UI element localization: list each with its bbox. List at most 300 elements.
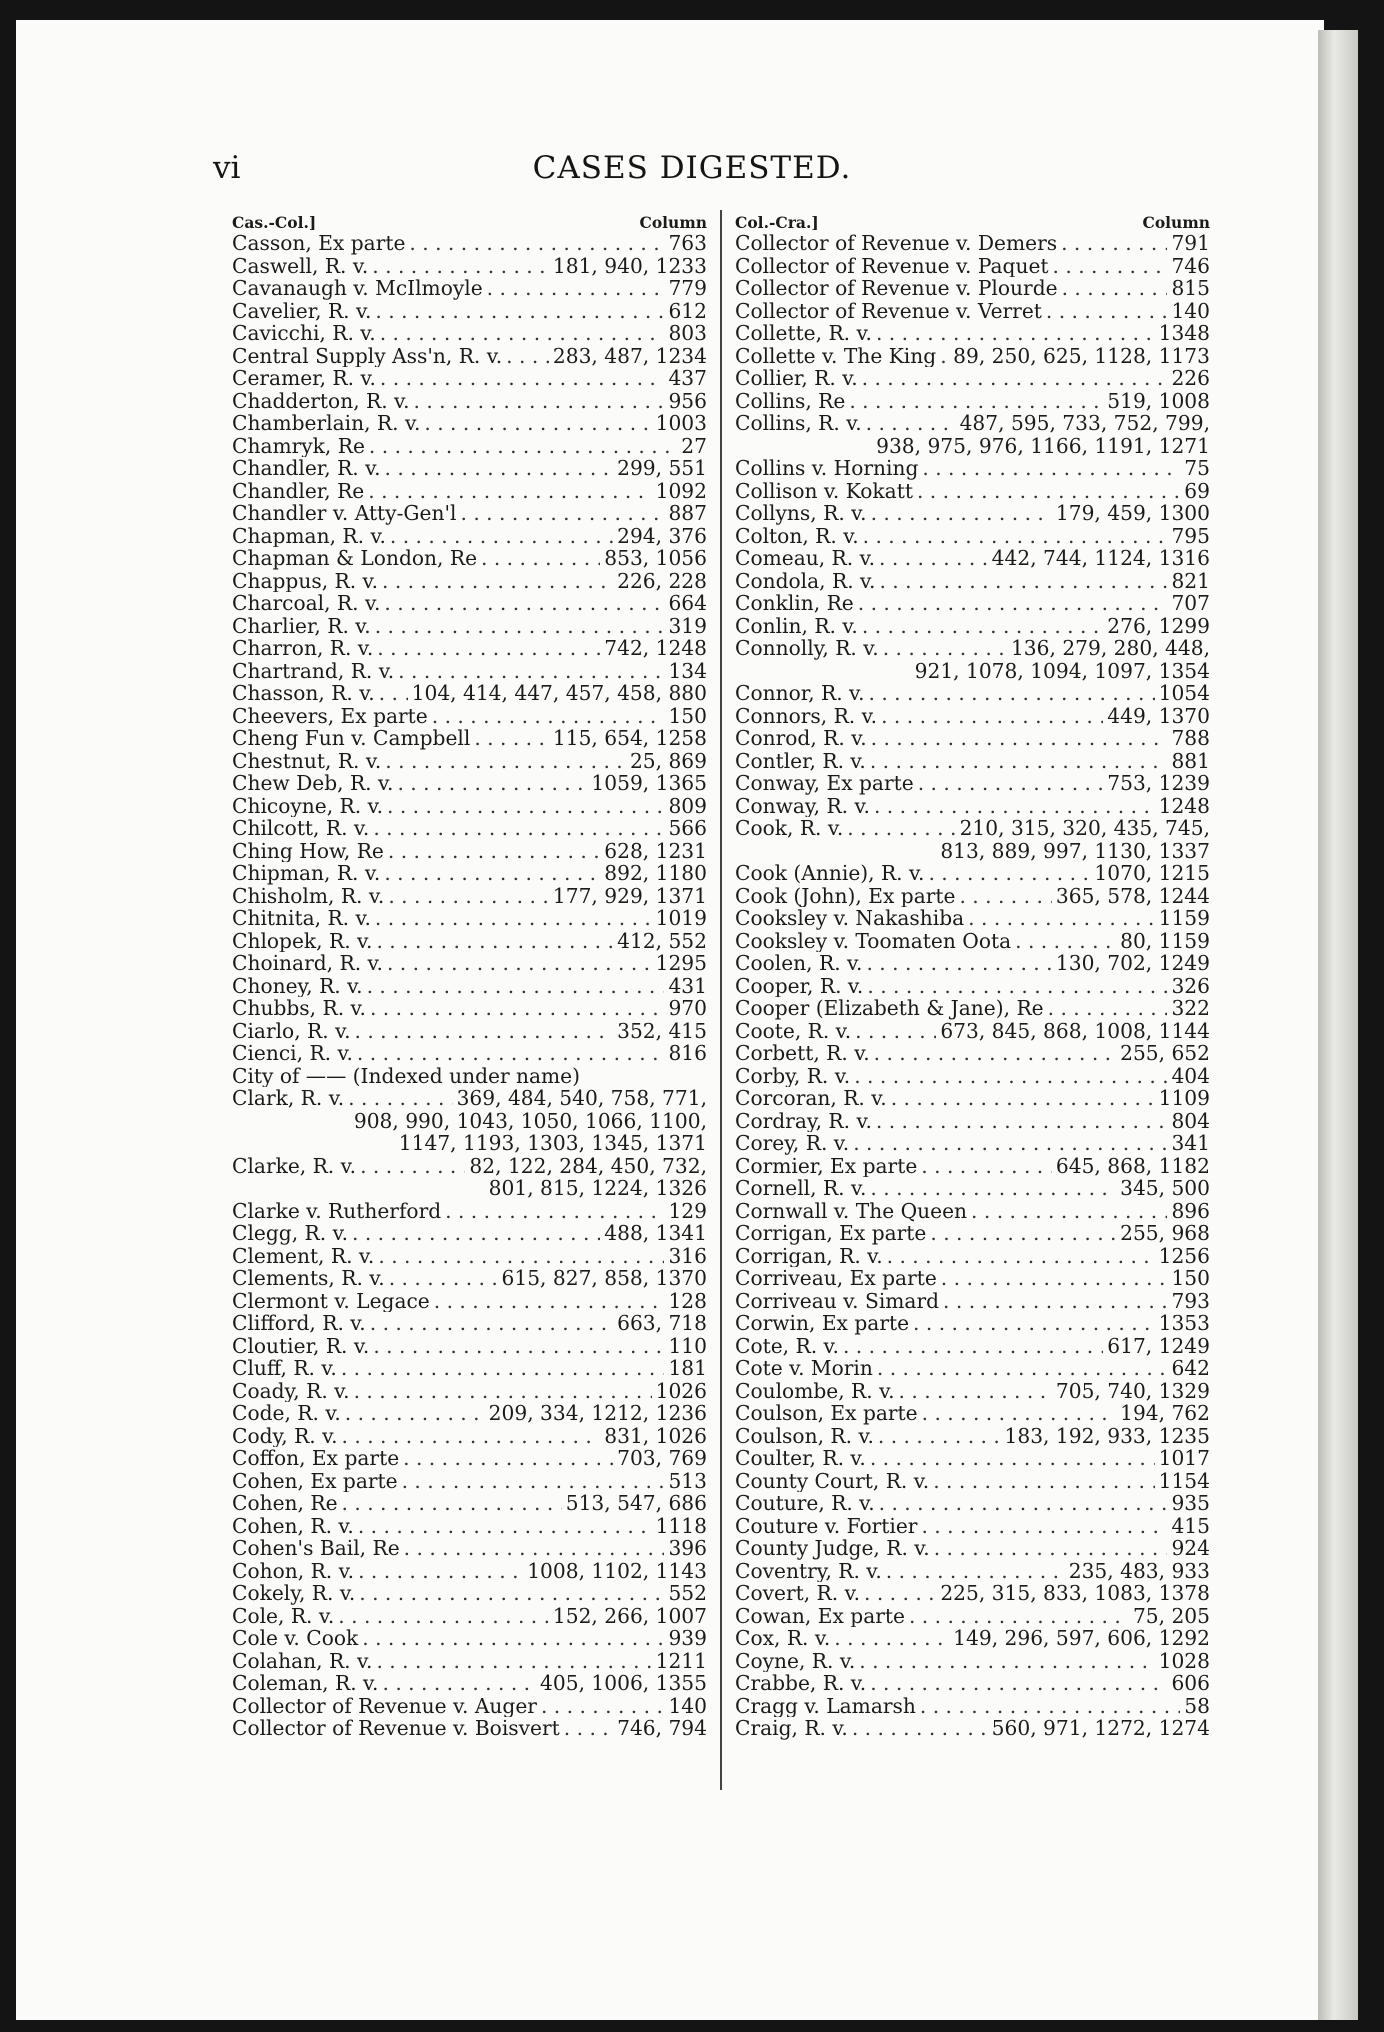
index-entry: [735, 1470, 1210, 1493]
column-references: 316: [668, 1244, 707, 1267]
column-references: 791: [1171, 232, 1210, 255]
dot-leader: [868, 682, 1154, 705]
dot-leader: [373, 1335, 664, 1358]
column-references: 1118: [655, 1514, 707, 1537]
case-name: County Judge, R. v.: [735, 1537, 930, 1560]
index-entry: [735, 682, 1210, 705]
dot-leader: [359, 1582, 664, 1605]
column-references: 615, 827, 858, 1370: [501, 1267, 707, 1290]
column-references: 924: [1171, 1537, 1210, 1560]
column-references: 294, 376: [617, 524, 707, 547]
dot-leader: [389, 1267, 498, 1290]
case-name: Cook (Annie), R. v.: [735, 862, 925, 885]
case-name: Cote, R. v.: [735, 1334, 839, 1357]
column-references: 664: [668, 592, 707, 615]
column-references: 326: [1171, 974, 1210, 997]
case-name: Coolen, R. v.: [735, 952, 863, 975]
dot-leader: [373, 817, 664, 840]
case-name: Cole v. Cook: [232, 1627, 359, 1650]
index-entry: [232, 592, 707, 615]
column-references: 939: [668, 1627, 707, 1650]
case-name: Chandler, Re: [232, 479, 365, 502]
case-name: Corrigan, R. v.: [735, 1244, 883, 1267]
index-entry: [735, 660, 1210, 683]
column-references: 1248: [1158, 794, 1210, 817]
index-entry: [232, 952, 707, 975]
dot-leader: [409, 232, 664, 255]
column-references: 705, 740, 1329: [1055, 1379, 1210, 1402]
column-references: 938, 975, 976, 1166, 1191, 1271: [876, 434, 1210, 457]
index-entry: [735, 1380, 1210, 1403]
case-name: Cohen, Re: [232, 1492, 338, 1515]
index-entry: [735, 502, 1210, 525]
case-name: Chubbs, R. v.: [232, 997, 366, 1020]
case-name: Cook (John), Ex parte: [735, 884, 956, 907]
dot-leader: [369, 435, 677, 458]
case-name: Cheevers, Ex parte: [232, 704, 428, 727]
column-references: 25, 869: [629, 749, 707, 772]
dot-leader: [358, 1515, 652, 1538]
index-entry: [735, 1447, 1210, 1470]
column-references: 612: [668, 299, 707, 322]
case-name: Code, R. v.: [232, 1402, 341, 1425]
index-entry: [735, 930, 1210, 953]
index-entry: [232, 480, 707, 503]
index-entry: [735, 345, 1210, 368]
case-name: Chitnita, R. v.: [232, 907, 371, 930]
column-references: 1109: [1158, 1087, 1210, 1110]
column-references: 560, 971, 1272, 1274: [991, 1717, 1210, 1740]
dot-leader: [866, 952, 1051, 975]
dot-leader: [404, 1537, 665, 1560]
left-range-label: Cas.-Col.]: [232, 213, 317, 232]
column-references: 908, 990, 1043, 1050, 1066, 1100,: [353, 1109, 707, 1132]
index-entry: [232, 1222, 707, 1245]
column-references: 365, 578, 1244: [1055, 884, 1210, 907]
dot-leader: [382, 570, 613, 593]
case-name: Connolly, R. v.: [735, 637, 879, 660]
dot-leader: [370, 1312, 613, 1335]
index-entry: [735, 1110, 1210, 1133]
case-name: Chandler, R. v.: [232, 457, 381, 480]
index-entry: [232, 390, 707, 413]
column-references: 779: [668, 277, 707, 300]
dot-leader: [377, 637, 600, 660]
dot-leader: [384, 592, 664, 615]
column-references: 130, 702, 1249: [1055, 952, 1210, 975]
index-entry: [735, 997, 1210, 1020]
column-references: 887: [668, 502, 707, 525]
dot-leader: [968, 907, 1154, 930]
index-entry: [232, 1177, 707, 1200]
column-references: 1059, 1365: [591, 772, 707, 795]
column-references: 181: [668, 1357, 707, 1380]
column-references: 753, 1239: [1107, 772, 1210, 795]
dot-leader: [849, 390, 1103, 413]
column-references: 181, 940, 1233: [552, 254, 707, 277]
column-references: 194, 762: [1120, 1402, 1210, 1425]
case-name: Conway, R. v.: [735, 794, 870, 817]
case-name: Chestnut, R. v.: [232, 749, 382, 772]
case-name: Cavanaugh v. McIlmoyle: [232, 277, 483, 300]
dot-leader: [867, 975, 1167, 998]
column-references: 431: [668, 974, 707, 997]
column-references: 552: [668, 1582, 707, 1605]
case-name: Coady, R. v.: [232, 1379, 350, 1402]
case-name: Cooper (Elizabeth & Jane), Re: [735, 997, 1044, 1020]
case-name: Collins v. Horning: [735, 457, 919, 480]
dot-leader: [921, 1155, 1052, 1178]
dot-leader: [1015, 930, 1116, 953]
dot-leader: [943, 1290, 1167, 1313]
index-entry: [735, 1290, 1210, 1313]
index-entry: [232, 1357, 707, 1380]
case-name: Cordray, R. v.: [735, 1109, 872, 1132]
column-references: 617, 1249: [1107, 1334, 1210, 1357]
column-references: 283, 487, 1234: [552, 344, 707, 367]
case-name: Cowan, Ex parte: [735, 1604, 905, 1627]
column-references: 1070, 1215: [1094, 862, 1210, 885]
index-entry: [735, 1402, 1210, 1425]
case-name: Cluff, R. v.: [232, 1357, 337, 1380]
case-name: Chlopek, R. v.: [232, 929, 373, 952]
case-name: Couture, R. v.: [735, 1492, 875, 1515]
index-entry: [735, 1672, 1210, 1695]
dot-leader: [834, 1627, 949, 1650]
left-entries: [232, 232, 707, 1740]
index-entry: [735, 480, 1210, 503]
column-references: 152, 266, 1007: [552, 1604, 707, 1627]
index-entry: [735, 457, 1210, 480]
dot-leader: [434, 1290, 665, 1313]
case-name: Contler, R. v.: [735, 749, 866, 772]
case-name: Cragg v. Lamarsh: [735, 1694, 916, 1717]
index-entry: [735, 817, 1210, 840]
column-divider: [720, 210, 722, 1790]
case-name: Connor, R. v.: [735, 682, 865, 705]
index-entry: [232, 1695, 707, 1718]
index-entry: [232, 907, 707, 930]
page-folio: vi: [213, 150, 241, 186]
column-references: 746: [1171, 254, 1210, 277]
index-entry: [735, 1650, 1210, 1673]
case-name: Connors, R. v.: [735, 704, 878, 727]
case-name: Conway, Ex parte: [735, 772, 914, 795]
column-references: 449, 1370: [1107, 704, 1210, 727]
column-references: 75, 205: [1132, 1604, 1210, 1627]
dot-leader: [376, 930, 613, 953]
dot-leader: [940, 345, 949, 368]
case-name: Chasson, R. v.: [232, 682, 375, 705]
dot-leader: [933, 1470, 1154, 1493]
dot-leader: [402, 1470, 665, 1493]
column-references: 815: [1171, 277, 1210, 300]
dot-leader: [879, 547, 988, 570]
index-entry: [232, 525, 707, 548]
dot-leader: [854, 1065, 1167, 1088]
column-references: 80, 1159: [1120, 929, 1210, 952]
left-column-label: Column: [639, 213, 707, 232]
case-name: County Court, R. v.: [735, 1469, 930, 1492]
column-references: 519, 1008: [1107, 389, 1210, 412]
dot-leader: [899, 1380, 1052, 1403]
column-references: 1154: [1158, 1469, 1210, 1492]
dot-leader: [375, 907, 652, 930]
index-entry: [735, 705, 1210, 728]
dot-leader: [879, 1492, 1168, 1515]
index-entry: [232, 795, 707, 818]
index-entry: [735, 1492, 1210, 1515]
case-name: Choinard, R. v.: [232, 952, 383, 975]
index-entry: [735, 277, 1210, 300]
index-entry: [232, 367, 707, 390]
index-entry: [735, 1627, 1210, 1650]
dot-leader: [853, 1132, 1167, 1155]
dot-leader: [375, 300, 664, 323]
index-entry: [232, 1335, 707, 1358]
index-entry: [735, 1200, 1210, 1223]
column-references: 412, 552: [617, 929, 707, 952]
index-entry: [735, 1155, 1210, 1178]
index-entry: [735, 1357, 1210, 1380]
dot-leader: [855, 1020, 936, 1043]
case-name: Coote, R. v.: [735, 1019, 852, 1042]
dot-leader: [376, 1650, 651, 1673]
case-name: Corby, R. v.: [735, 1064, 851, 1087]
column-references: 150: [668, 704, 707, 727]
column-references: 1353: [1158, 1312, 1210, 1335]
dot-leader: [348, 1087, 452, 1110]
index-entry: [232, 502, 707, 525]
case-name: Collector of Revenue v. Plourde: [735, 277, 1058, 300]
index-entry: [735, 1695, 1210, 1718]
column-references: 742, 1248: [604, 637, 707, 660]
dot-leader: [367, 975, 665, 998]
case-name: Clarke v. Rutherford: [232, 1199, 442, 1222]
column-references: 881: [1171, 749, 1210, 772]
index-entry: [735, 1605, 1210, 1628]
dot-leader: [934, 1537, 1168, 1560]
index-entry: [735, 750, 1210, 773]
index-entry: [735, 1222, 1210, 1245]
case-name: Collins, R. v.: [735, 412, 862, 435]
column-references: 27: [681, 434, 707, 457]
case-name: Comeau, R. v.: [735, 547, 876, 570]
dot-leader: [877, 1357, 1168, 1380]
column-references: 369, 484, 540, 758, 771,: [456, 1087, 707, 1110]
column-references: 299, 551: [617, 457, 707, 480]
case-name: Coulson, R. v.: [735, 1424, 874, 1447]
index-entry: [232, 1380, 707, 1403]
dot-leader: [481, 547, 600, 570]
case-name: Chapman & London, Re: [232, 547, 478, 570]
index-entry: [735, 255, 1210, 278]
case-name: Collette, R. v.: [735, 322, 872, 345]
index-entry: [735, 1132, 1210, 1155]
dot-leader: [380, 322, 665, 345]
index-entry: [232, 772, 707, 795]
case-name: Clark, R. v.: [232, 1087, 345, 1110]
case-name: Cote v. Morin: [735, 1357, 873, 1380]
column-references: 707: [1171, 592, 1210, 615]
column-references: 140: [668, 1694, 707, 1717]
case-name: Ciarlo, R. v.: [232, 1019, 351, 1042]
book-spine-edge: [1318, 30, 1358, 2020]
column-references: 896: [1171, 1199, 1210, 1222]
index-entry: [735, 1312, 1210, 1335]
dot-leader: [891, 1087, 1155, 1110]
index-entry: [232, 1650, 707, 1673]
index-entry: [232, 1402, 707, 1425]
index-entry: [232, 1200, 707, 1223]
dot-leader: [385, 457, 614, 480]
case-name: Coleman, R. v.: [232, 1672, 379, 1695]
dot-leader: [352, 1222, 600, 1245]
column-references: 804: [1171, 1109, 1210, 1132]
index-entry: [735, 1177, 1210, 1200]
dot-leader: [355, 1020, 614, 1043]
case-name: Cloutier, R. v.: [232, 1334, 370, 1357]
column-references: 276, 1299: [1107, 614, 1210, 637]
index-entry: [232, 1672, 707, 1695]
case-name: Cormier, Ex parte: [735, 1154, 918, 1177]
case-name: Caswell, R. v.: [232, 254, 369, 277]
case-name: Couture v. Fortier: [735, 1514, 918, 1537]
column-references: 415: [1171, 1514, 1210, 1537]
index-entry: [232, 547, 707, 570]
case-name: Condola, R. v.: [735, 569, 876, 592]
index-entry: [735, 1065, 1210, 1088]
column-references: 566: [668, 817, 707, 840]
column-references: 803: [668, 322, 707, 345]
case-name: Chapman, R. v.: [232, 524, 386, 547]
index-entry: [232, 727, 707, 750]
index-entry: [735, 1335, 1210, 1358]
case-name: Cox, R. v.: [735, 1627, 831, 1650]
dot-leader: [921, 1515, 1167, 1538]
case-name: Collector of Revenue v. Paquet: [735, 254, 1049, 277]
dot-leader: [870, 1672, 1167, 1695]
index-entry: [735, 772, 1210, 795]
column-references: 487, 595, 733, 752, 799,: [959, 412, 1210, 435]
index-entry: [232, 975, 707, 998]
case-name: Collyns, R. v.: [735, 502, 867, 525]
dot-leader: [959, 885, 1051, 908]
column-references: 763: [668, 232, 707, 255]
index-entry: [232, 682, 707, 705]
column-references: 58: [1184, 1694, 1210, 1717]
column-references: 177, 929, 1371: [552, 884, 707, 907]
index-entry: [735, 1245, 1210, 1268]
dot-leader: [876, 322, 1155, 345]
column-references: 663, 718: [617, 1312, 707, 1335]
dot-leader: [342, 1425, 601, 1448]
case-name: Coulson, Ex parte: [735, 1402, 918, 1425]
right-entries: [735, 232, 1210, 1740]
case-name: Cole, R. v.: [232, 1604, 335, 1627]
dot-leader: [372, 255, 549, 278]
case-name: Coulombe, R. v.: [735, 1379, 895, 1402]
case-name: Chadderton, R. v.: [232, 389, 410, 412]
index-entry: [735, 1560, 1210, 1583]
column-references: 149, 296, 597, 606, 1292: [953, 1627, 1210, 1650]
index-entry: [735, 435, 1210, 458]
case-name: Charcoal, R. v.: [232, 592, 381, 615]
column-references: 404: [1171, 1064, 1210, 1087]
case-name: Clarke, R. v.: [232, 1154, 357, 1177]
index-entry: [232, 277, 707, 300]
case-name: Coulter, R. v.: [735, 1447, 866, 1470]
dot-leader: [1062, 277, 1168, 300]
dot-leader: [354, 1380, 652, 1403]
index-entry: [232, 637, 707, 660]
case-name: Corrigan, Ex parte: [735, 1222, 927, 1245]
dot-leader: [378, 1245, 664, 1268]
column-references: 225, 315, 833, 1083, 1378: [940, 1582, 1210, 1605]
index-entry: [232, 1560, 707, 1583]
dot-leader: [920, 1695, 1180, 1718]
column-references: 319: [668, 614, 707, 637]
dot-leader: [909, 1605, 1129, 1628]
case-name: Cohen's Bail, Re: [232, 1537, 400, 1560]
dot-leader: [847, 817, 955, 840]
case-name: Collier, R. v.: [735, 367, 858, 390]
column-references: 1026: [655, 1379, 707, 1402]
dot-leader: [870, 750, 1168, 773]
column-references: 795: [1171, 524, 1210, 547]
column-references: 513: [668, 1469, 707, 1492]
column-references: 140: [1171, 299, 1210, 322]
column-references: 970: [668, 997, 707, 1020]
dot-leader: [445, 1200, 664, 1223]
dot-leader: [928, 862, 1090, 885]
index-entry: [232, 435, 707, 458]
case-name: Chilcott, R. v.: [232, 817, 370, 840]
index-entry: [735, 367, 1210, 390]
dot-leader: [357, 1042, 665, 1065]
case-name: Cohen, R. v.: [232, 1514, 354, 1537]
index-entry: [232, 1245, 707, 1268]
case-name: City of —— (Indexed under name): [232, 1064, 581, 1087]
column-references: 405, 1006, 1355: [540, 1672, 707, 1695]
dot-leader: [370, 997, 665, 1020]
right-column-label: Column: [1142, 213, 1210, 232]
column-references: 892, 1180: [604, 862, 707, 885]
dot-leader: [859, 1650, 1154, 1673]
column-references: 813, 889, 997, 1130, 1337: [940, 839, 1210, 862]
index-entry: [232, 1582, 707, 1605]
index-entry: [232, 750, 707, 773]
case-name: Cohon, R. v.: [232, 1559, 355, 1582]
right-index-column: [735, 210, 1210, 1740]
column-references: 255, 652: [1120, 1042, 1210, 1065]
dot-leader: [379, 682, 408, 705]
case-name: Conlin, R. v.: [735, 614, 858, 637]
dot-leader: [883, 637, 1007, 660]
case-name: Collector of Revenue v. Auger: [232, 1694, 537, 1717]
case-name: Cohen, Ex parte: [232, 1469, 398, 1492]
dot-leader: [941, 1267, 1168, 1290]
case-name: Charron, R. v.: [232, 637, 374, 660]
index-entry: [232, 1110, 707, 1133]
index-entry: [232, 862, 707, 885]
page-title: CASES DIGESTED.: [532, 150, 852, 186]
column-references: 129: [668, 1199, 707, 1222]
column-references: 345, 500: [1120, 1177, 1210, 1200]
column-references: 322: [1171, 997, 1210, 1020]
column-references: 606: [1171, 1672, 1210, 1695]
index-entry: [232, 322, 707, 345]
